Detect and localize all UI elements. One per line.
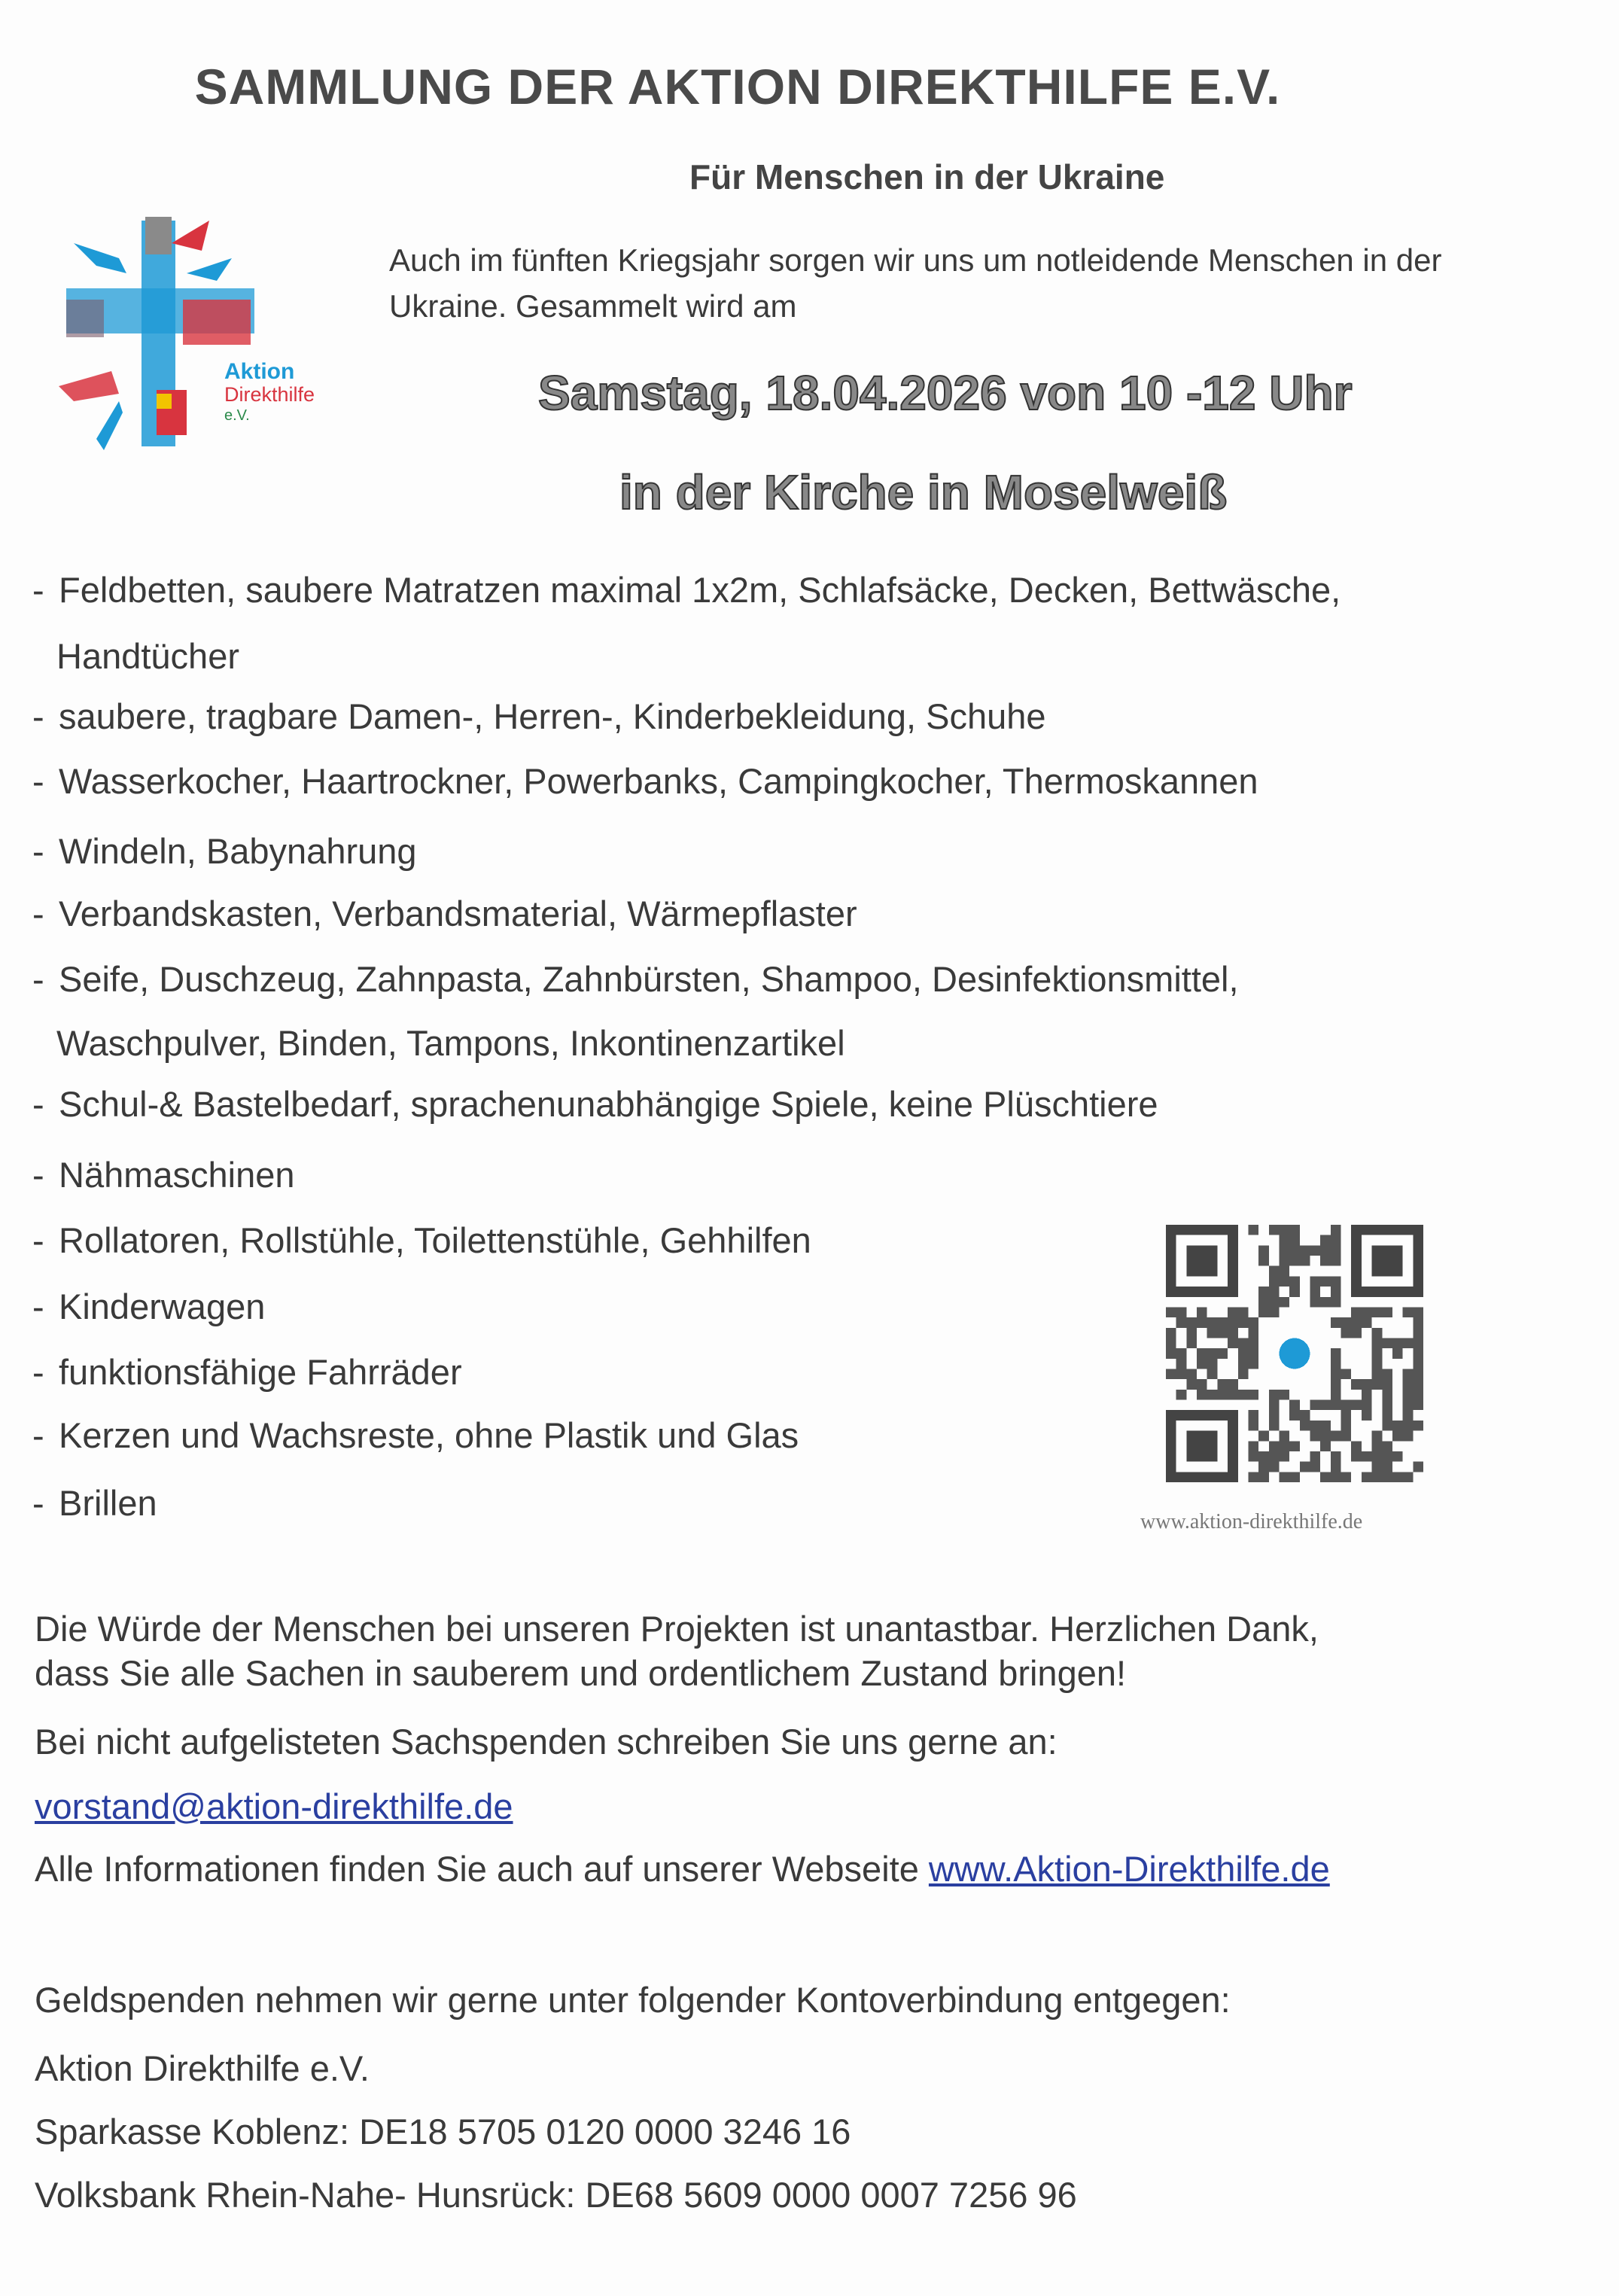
list-item xyxy=(32,1155,295,1195)
list-dash: - xyxy=(32,1155,44,1195)
list-item xyxy=(32,1485,157,1521)
list-item-text: Brillen xyxy=(59,1483,157,1523)
list-item xyxy=(32,961,1239,997)
list-dash: - xyxy=(32,894,44,933)
list-item-continuation: Waschpulver, Binden, Tampons, Inkontinenzartikel xyxy=(56,1023,845,1063)
svg-text:Aktion: Aktion xyxy=(224,359,295,384)
intro-line-2: Ukraine. Gesammelt wird am xyxy=(389,288,797,324)
list-item-continuation: Handtücher xyxy=(56,636,239,676)
list-item xyxy=(32,1086,1158,1122)
qr-code xyxy=(1166,1225,1423,1482)
list-item-text: saubere, tragbare Damen-, Herren-, Kinderbekleidung, Schuhe xyxy=(59,696,1046,736)
list-item-text: Verbandskasten, Verbandsmaterial, Wärmepflaster xyxy=(59,894,857,933)
donations-bank-1: Sparkasse Koblenz: DE18 5705 0120 0000 3246 16 xyxy=(35,2112,851,2151)
list-dash: - xyxy=(32,696,44,736)
list-dash: - xyxy=(32,1352,44,1392)
list-item xyxy=(32,1354,462,1390)
list-dash: - xyxy=(32,831,44,871)
donations-bank-2: Volksbank Rhein-Nahe- Hunsrück: DE68 5609 0000 0007 7256 96 xyxy=(35,2175,1077,2215)
list-item-text: Feldbetten, saubere Matratzen maximal 1x2m, Schlafsäcke, Decken, Bettwäsche, xyxy=(59,570,1341,610)
list-item-text: funktionsfähige Fahrräder xyxy=(59,1352,462,1392)
page-title: SAMMLUNG DER AKTION DIREKTHILFE E.V. xyxy=(194,59,1281,114)
qr-caption: www.aktion-direkthilfe.de xyxy=(1140,1510,1363,1533)
list-dash: - xyxy=(32,1084,44,1124)
closing-line-3: Bei nicht aufgelisteten Sachspenden schreiben Sie uns gerne an: xyxy=(35,1722,1058,1762)
place-line: in der Kirche in Moselweiß xyxy=(619,465,1228,519)
organization-logo xyxy=(51,213,352,454)
list-item-text: Wasserkocher, Haartrockner, Powerbanks, Campingkocher, Thermoskannen xyxy=(59,761,1258,801)
list-dash: - xyxy=(32,1415,44,1455)
list-dash: - xyxy=(32,761,44,801)
svg-text:e.V.: e.V. xyxy=(224,407,250,424)
donations-intro: Geldspenden nehmen wir gerne unter folgender Kontoverbindung entgegen: xyxy=(35,1980,1231,2020)
list-dash: - xyxy=(32,1287,44,1326)
list-item-text: Nähmaschinen xyxy=(59,1155,295,1195)
intro-line-1: Auch im fünften Kriegsjahr sorgen wir uns um notleidende Menschen in der xyxy=(389,242,1442,278)
list-dash: - xyxy=(32,570,44,610)
list-item xyxy=(32,1289,265,1324)
list-item xyxy=(32,896,857,931)
list-item-text: Schul-& Bastelbedarf, sprachenunabhängige Spiele, keine Plüschtiere xyxy=(59,1084,1158,1124)
list-item-text: Kerzen und Wachsreste, ohne Plastik und Glas xyxy=(59,1415,799,1455)
list-item xyxy=(32,833,417,869)
website-text: Alle Informationen finden Sie auch auf unserer Webseite xyxy=(35,1849,919,1889)
list-dash: - xyxy=(32,1220,44,1260)
email-link[interactable]: vorstand@aktion-direkthilfe.de xyxy=(35,1786,513,1826)
list-item xyxy=(32,763,1258,799)
website-link[interactable]: www.Aktion-Direkthilfe.de xyxy=(928,1849,1330,1889)
date-line: Samstag, 18.04.2026 von 10 -12 Uhr xyxy=(538,366,1353,420)
list-item-text: Kinderwagen xyxy=(59,1287,266,1326)
list-item xyxy=(32,1417,799,1453)
donations-name: Aktion Direkthilfe e.V. xyxy=(35,2048,370,2088)
list-item xyxy=(32,696,1046,736)
subtitle: Für Menschen in der Ukraine xyxy=(689,157,1165,196)
list-item-text: Seife, Duschzeug, Zahnpasta, Zahnbürsten, Shampoo, Desinfektionsmittel, xyxy=(59,959,1239,999)
svg-text:Direkthilfe: Direkthilfe xyxy=(224,383,315,406)
closing-line-1: Die Würde der Menschen bei unseren Projekten ist unantastbar. Herzlichen Dank, xyxy=(35,1609,1319,1649)
list-dash: - xyxy=(32,1483,44,1523)
closing-line-2: dass Sie alle Sachen in sauberem und ordentlichem Zustand bringen! xyxy=(35,1653,1127,1693)
closing-line-5 xyxy=(35,1849,1330,1889)
list-item-text: Rollatoren, Rollstühle, Toilettenstühle, Gehhilfen xyxy=(59,1220,811,1260)
list-item-text: Windeln, Babynahrung xyxy=(59,831,417,871)
list-item xyxy=(32,570,1341,610)
list-item xyxy=(32,1220,811,1260)
list-dash: - xyxy=(32,959,44,999)
